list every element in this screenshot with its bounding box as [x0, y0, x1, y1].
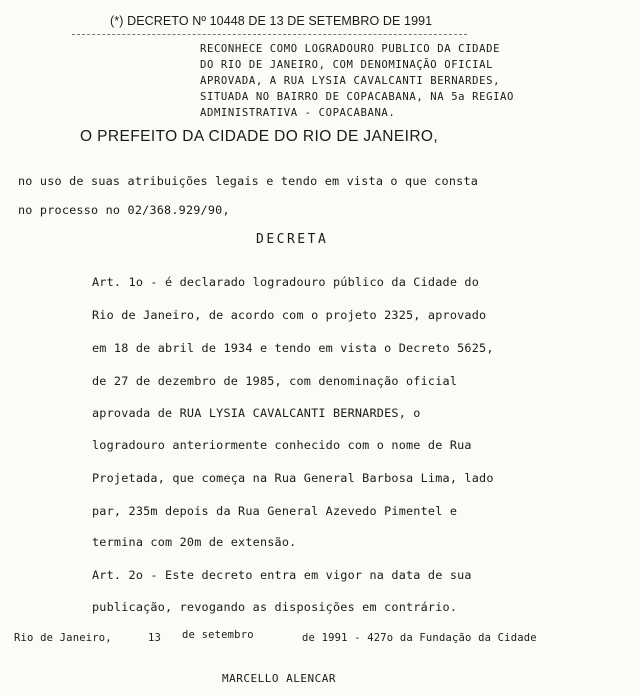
authority-heading: O PREFEITO DA CIDADE DO RIO DE JANEIRO, — [80, 128, 439, 145]
closing-date-rest: de 1991 - 427o da Fundação da Cidade — [302, 632, 537, 644]
article-2-line: publicação, revogando as disposições em contrário. — [92, 600, 458, 614]
title-underline — [72, 34, 467, 36]
article-1-line: par, 235m depois da Rua General Azevedo Pimentel e — [92, 504, 458, 518]
decreta-heading: DECRETA — [256, 232, 329, 247]
article-1-line: Rio de Janeiro, de acordo com o projeto 2325, aprovado — [92, 308, 487, 322]
closing-day: 13 — [148, 632, 162, 644]
preamble-line: no processo no 02/368.929/90, — [18, 203, 230, 217]
ementa-line: RECONHECE COMO LOGRADOURO PUBLICO DA CIDADE — [200, 43, 501, 55]
signature: MARCELLO ALENCAR — [222, 672, 336, 685]
article-1-line: logradouro anteriormente conhecido com o nome de Rua — [92, 438, 472, 452]
article-1-line: de 27 de dezembro de 1985, com denominação oficial — [92, 374, 458, 388]
article-1-line: Art. 1o - é declarado logradouro público da Cidade do — [92, 275, 480, 289]
article-1-line: aprovada de RUA LYSIA CAVALCANTI BERNARDES, o — [92, 406, 421, 420]
article-2-line: Art. 2o - Este decreto entra em vigor na data de sua — [92, 568, 472, 582]
ementa-line: DO RIO DE JANEIRO, COM DENOMINAÇÃO OFICIAL — [200, 59, 494, 71]
preamble-line: no uso de suas atribuições legais e tendo em vista o que consta — [18, 174, 479, 188]
decree-title: (*) DECRETO Nº 10448 DE 13 DE SETEMBRO DE 1991 — [110, 14, 433, 28]
article-1-line: Projetada, que começa na Rua General Barbosa Lima, lado — [92, 471, 494, 485]
closing-place: Rio de Janeiro, — [14, 632, 112, 644]
article-1-line: termina com 20m de extensão. — [92, 535, 297, 549]
ementa-line: APROVADA, A RUA LYSIA CAVALCANTI BERNARDES, — [200, 75, 501, 87]
ementa-line: ADMINISTRATIVA - COPACABANA. — [200, 107, 396, 119]
article-1-line: em 18 de abril de 1934 e tendo em vista o Decreto 5625, — [92, 341, 494, 355]
closing-month: de setembro — [182, 629, 254, 641]
ementa-line: SITUADA NO BAIRRO DE COPACABANA, NA 5a REGIAO — [200, 91, 515, 103]
